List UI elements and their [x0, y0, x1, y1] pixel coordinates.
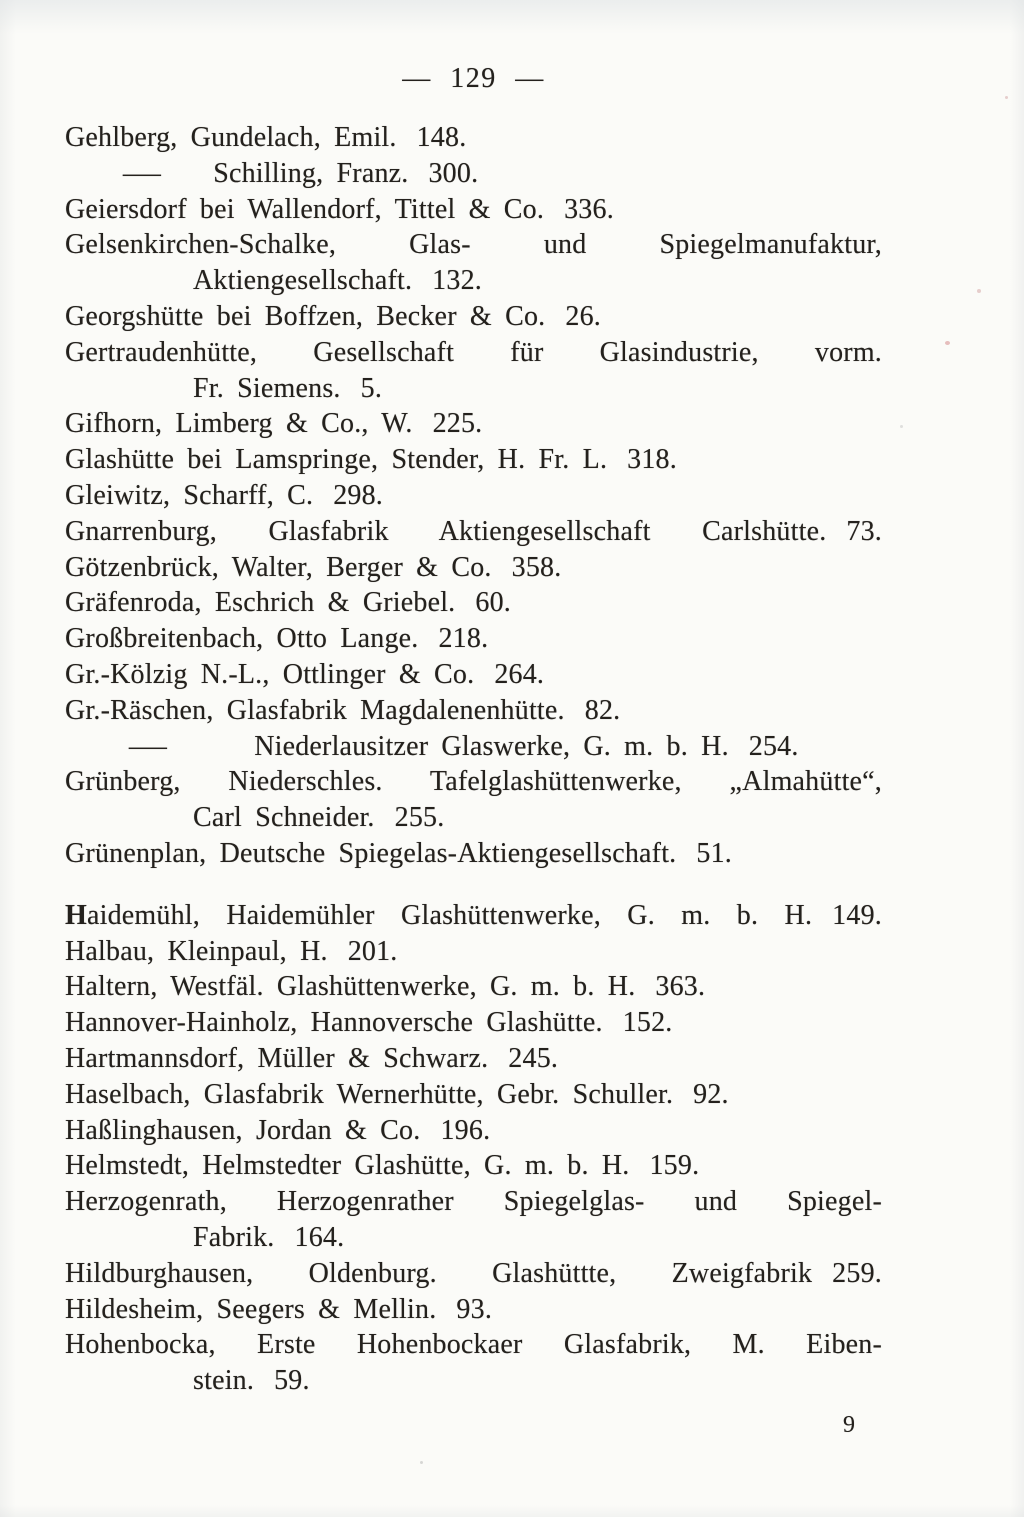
- entry-text: Gleiwitz, Scharff, C. 298.: [65, 479, 383, 511]
- entry-text: Gr.-Räschen, Glasfabrik Magdalenenhütte. 82.: [65, 694, 621, 726]
- entry-text: Helmstedt, Helmstedter Glashütte, G. m. b. H. 159.: [65, 1150, 700, 1182]
- entry-text: Gehlberg, Gundelach, Emil. 148.: [65, 122, 467, 153]
- index-entry-line: [65, 1148, 882, 1184]
- entry-text: Grünberg, Niederschles. Tafelglashüttenwerke, „Almahütte“,: [65, 766, 882, 798]
- entry-text: Gelsenkirchen-Schalke, Glas- und Spiegelmanufaktur,: [65, 229, 882, 261]
- index-entry-line: [65, 406, 882, 442]
- index-entry-line: [65, 1292, 882, 1328]
- index-entry-line: [65, 1220, 882, 1256]
- entry-text: Haßlinghausen, Jordan & Co. 196.: [65, 1114, 491, 1146]
- entry-text: Glashütte bei Lamspringe, Stender, H. Fr. L. 318.: [65, 444, 677, 476]
- paper-speck: [900, 425, 903, 428]
- index-entry-line: [65, 1077, 882, 1113]
- entry-text: Götzenbrück, Walter, Berger & Co. 358.: [65, 551, 562, 583]
- index-entry-line: [65, 263, 882, 299]
- index-entry-line: [65, 478, 882, 514]
- index-entry-line: [65, 836, 882, 872]
- entry-text: Großbreitenbach, Otto Lange. 218.: [65, 623, 489, 655]
- index-entry-line: [65, 585, 882, 621]
- index-entry-line: [65, 1363, 882, 1399]
- index-entry-line: [65, 371, 882, 407]
- section-initial: H: [65, 899, 87, 931]
- entry-text: Gnarrenburg, Glasfabrik Aktiengesellschaft Carlshütte. 73.: [65, 515, 882, 547]
- index-entry-line: [65, 442, 882, 478]
- index-entry-line: [65, 227, 882, 263]
- paper-speck: [1005, 96, 1008, 99]
- entry-text: Hartmannsdorf, Müller & Schwarz. 245.: [65, 1042, 559, 1074]
- entry-text: Gertraudenhütte, Gesellschaft für Glasindustrie, vorm.: [65, 336, 882, 368]
- entry-text: Aktiengesellschaft. 132.: [193, 265, 482, 297]
- index-entry-line: [65, 192, 882, 228]
- entry-text: Carl Schneider. 255.: [193, 802, 445, 834]
- entry-text: Fabrik. 164.: [193, 1221, 345, 1253]
- entry-text: Haidemühl, Haidemühler Glashüttenwerke, G. m. b. H. 149.: [65, 899, 882, 931]
- index-entry-line: [65, 120, 882, 156]
- entry-text: Gifhorn, Limberg & Co., W. 225.: [65, 408, 483, 440]
- index-entry-line: [65, 934, 882, 970]
- entry-text: Hildburghausen, Oldenburg. Glashüttte, Zweigfabrik 259.: [65, 1257, 882, 1289]
- entry-text: Hohenbocka, Erste Hohenbockaer Glasfabrik, M. Eiben-: [65, 1329, 882, 1361]
- entry-text: Fr. Siemens. 5.: [193, 372, 383, 404]
- paper-speck: [977, 289, 981, 293]
- paper-speck: [945, 341, 950, 345]
- entry-text: Hannover-Hainholz, Hannoversche Glashütte. 152.: [65, 1007, 673, 1039]
- entry-text: Halbau, Kleinpaul, H. 201.: [65, 935, 398, 967]
- entry-text: Geiersdorf bei Wallendorf, Tittel & Co. 336.: [65, 193, 614, 225]
- index-entry-line: [65, 1113, 882, 1149]
- paper-speck: [420, 1461, 423, 1464]
- entry-text: Haselbach, Glasfabrik Wernerhütte, Gebr. Schuller. 92.: [65, 1078, 729, 1110]
- entry-text: Haltern, Westfäl. Glashüttenwerke, G. m. b. H. 363.: [65, 971, 706, 1003]
- index-entry-line: [65, 898, 882, 934]
- index-entry-line: [65, 764, 882, 800]
- entry-text: Schilling, Franz. 300.: [213, 157, 479, 189]
- entry-text: Niederlausitzer Glaswerke, G. m. b. H. 254.: [254, 730, 799, 762]
- signature-mark: 9: [843, 1412, 855, 1438]
- entry-text: Gr.-Kölzig N.-L., Ottlinger & Co. 264.: [65, 658, 545, 690]
- index-entry-line: [65, 693, 882, 729]
- entry-text: Herzogenrath, Herzogenrather Spiegelglas- und Spiegel-: [65, 1186, 882, 1218]
- index-entry-line: [65, 729, 882, 765]
- entry-text: Gräfenroda, Eschrich & Griebel. 60.: [65, 587, 511, 619]
- index-entry-line: [65, 1184, 882, 1220]
- index-entry-line: [65, 621, 882, 657]
- index-entry-line: [65, 1041, 882, 1077]
- index-list: [65, 120, 882, 1399]
- ditto-dash-icon: —: [123, 157, 162, 189]
- entry-text: Grünenplan, Deutsche Spiegelas-Aktiengesellschaft. 51.: [65, 837, 732, 869]
- index-entry-line: [65, 800, 882, 836]
- entry-text: Hildesheim, Seegers & Mellin. 93.: [65, 1293, 493, 1325]
- index-entry-line: [65, 1256, 882, 1292]
- index-entry-line: [65, 1005, 882, 1041]
- index-entry-line: [65, 514, 882, 550]
- index-entry-line: [65, 969, 882, 1005]
- index-entry-line: [65, 550, 882, 586]
- page-number-header: — 129 —: [402, 63, 545, 94]
- entry-text: stein. 59.: [193, 1365, 310, 1397]
- index-entry-line: [65, 299, 882, 335]
- index-entry-line: [65, 657, 882, 693]
- index-entry-line: [65, 156, 882, 192]
- ditto-dash-icon: —: [129, 730, 168, 762]
- index-entry-line: [65, 335, 882, 371]
- index-entry-line: [65, 1327, 882, 1363]
- entry-text: Georgshütte bei Boffzen, Becker & Co. 26.: [65, 300, 601, 332]
